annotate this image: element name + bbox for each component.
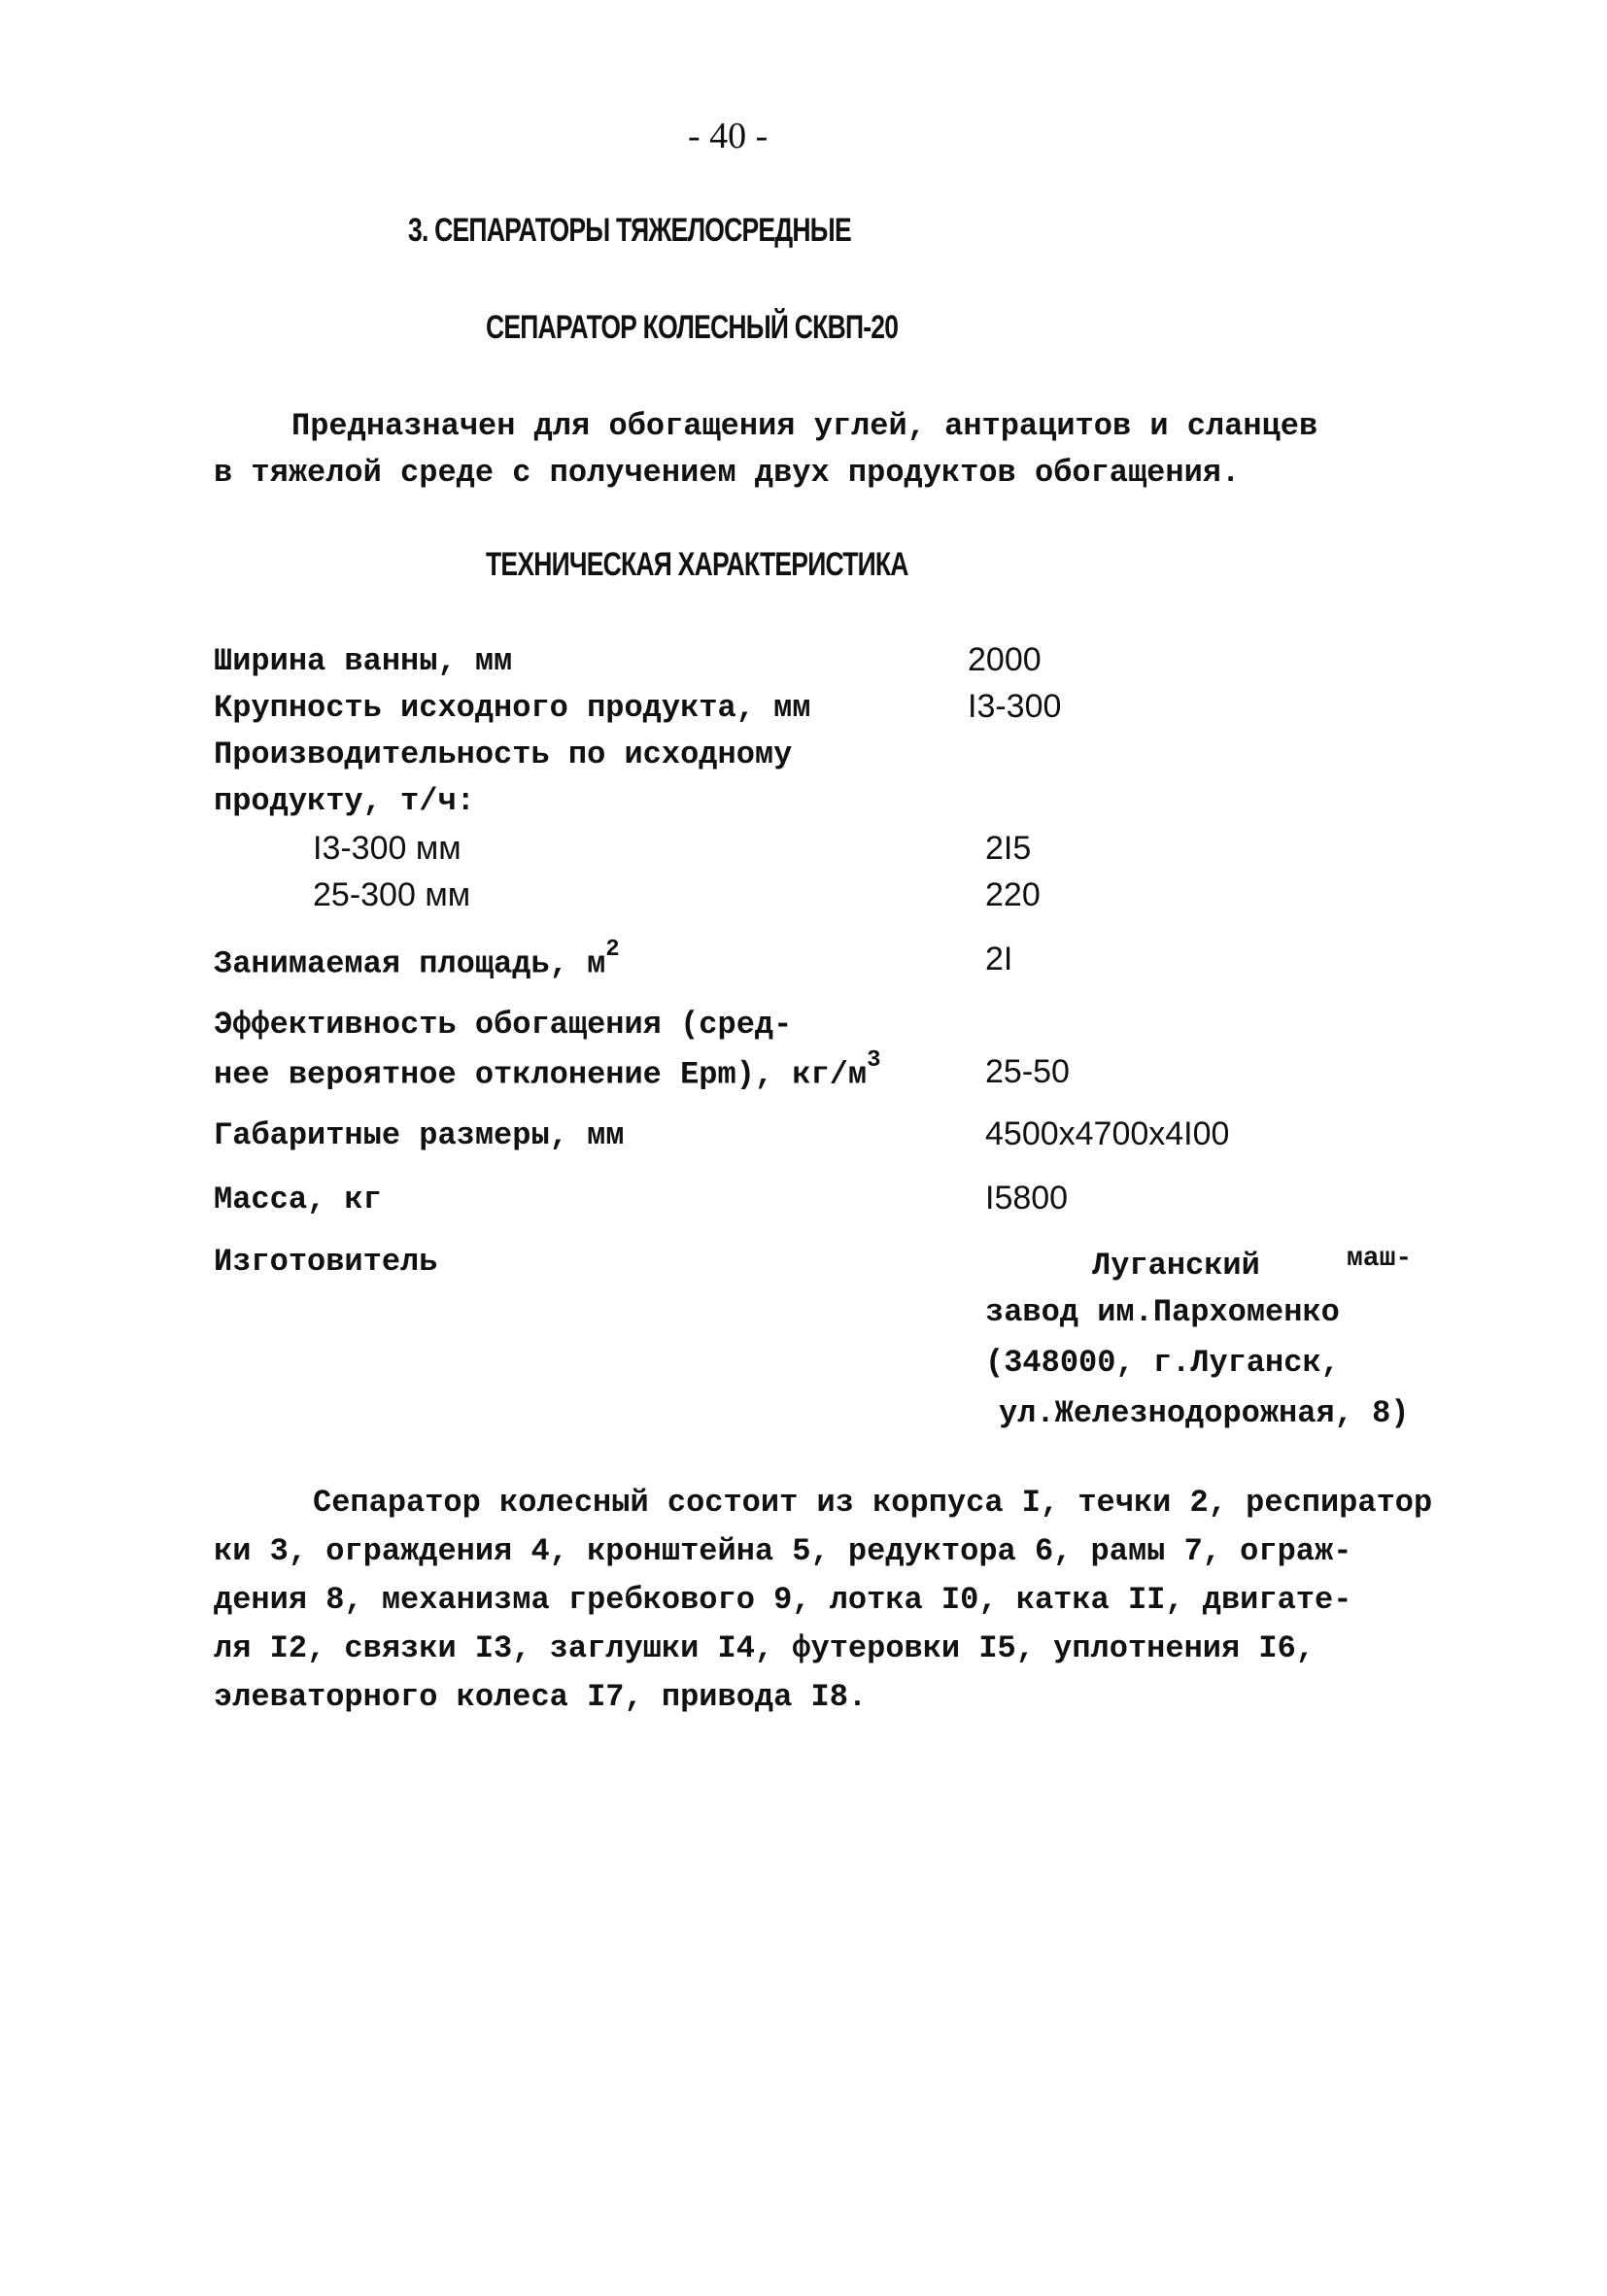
spec-manufacturer-line-4: ул.Железнодорожная, 8): [999, 1395, 1410, 1431]
subsection-title: [486, 309, 1014, 349]
section-title: [408, 212, 975, 252]
specs-title-text: ТЕХНИЧЕСКАЯ ХАРАКТЕРИСТИКА: [486, 546, 908, 583]
description-line-4: ля I2, связки I3, заглушки I4, футеровки I5, уплотнения I6,: [214, 1630, 1315, 1666]
description-line-1: Сепаратор колесный состоит из корпуса I, течки 2, респиратор: [313, 1485, 1433, 1521]
spec-dimensions-value: 4500x4700x4I00: [985, 1115, 1230, 1152]
spec-feed-size-label: Крупность исходного продукта, мм: [214, 690, 811, 726]
spec-mass-value: I5800: [985, 1180, 1069, 1217]
spec-dimensions-label: Габаритные размеры, мм: [214, 1117, 625, 1153]
spec-capacity-row-1-label-text: I3-300 мм: [313, 830, 462, 867]
spec-capacity-label-1: Производительность по исходному: [214, 737, 793, 772]
spec-capacity-row-1-label: [313, 830, 462, 869]
spec-efficiency-label-1: Эффективность обогащения (сред-: [214, 1007, 793, 1043]
spec-efficiency-value: 25-50: [985, 1053, 1070, 1090]
spec-mass-label: Масса, кг: [214, 1182, 382, 1217]
spec-capacity-row-1-value: 2I5: [985, 830, 1032, 867]
spec-bath-width-value: 2000: [968, 641, 1042, 678]
spec-manufacturer-line-1b: маш-: [1347, 1244, 1413, 1274]
intro-line-2: в тяжелой среде с получением двух продуктов обогащения.: [214, 455, 1241, 491]
spec-efficiency-sup: 3: [867, 1047, 881, 1074]
spec-capacity-row-2-label-text: 25-300 мм: [313, 876, 471, 913]
spec-efficiency-label-2-text: нее вероятное отклонение Epm), кг/м: [214, 1056, 868, 1093]
specs-title: [486, 546, 1027, 586]
spec-capacity-label-2: продукту, т/ч:: [214, 783, 475, 819]
intro-line-1: Предназначен для обогащения углей, антрацитов и сланцев: [291, 408, 1318, 444]
spec-efficiency-label-2: [214, 1047, 881, 1093]
spec-manufacturer-line-2: завод им.Пархоменко: [985, 1294, 1340, 1330]
spec-area-value: 2I: [985, 941, 1013, 977]
page-number: - 40 -: [688, 116, 769, 156]
spec-area-sup: 2: [605, 937, 620, 963]
spec-area-label: [214, 937, 620, 982]
description-line-2: ки 3, ограждения 4, кронштейна 5, редуктора 6, рамы 7, ограж-: [214, 1533, 1352, 1569]
section-title-text: 3. СЕПАРАТОРЫ ТЯЖЕЛОСРЕДНЫЕ: [408, 212, 851, 249]
spec-capacity-row-2-value: 220: [985, 876, 1041, 913]
description-line-3: дения 8, механизма гребкового 9, лотка I0, катка II, двигате-: [214, 1582, 1352, 1618]
spec-manufacturer-line-1a: Луганский: [1092, 1248, 1260, 1284]
description-line-5: элеваторного колеса I7, привода I8.: [214, 1679, 868, 1715]
spec-feed-size-value: I3-300: [968, 688, 1062, 725]
subsection-title-text: СЕПАРАТОР КОЛЕСНЫЙ СКВП-20: [486, 309, 899, 346]
spec-area-label-text: Занимаемая площадь, м: [214, 945, 606, 982]
spec-manufacturer-line-3: (348000, г.Луганск,: [985, 1345, 1340, 1381]
spec-capacity-row-2-label: [313, 876, 470, 915]
spec-bath-width-label: Ширина ванны, мм: [214, 643, 513, 679]
spec-manufacturer-label: Изготовитель: [214, 1244, 438, 1280]
